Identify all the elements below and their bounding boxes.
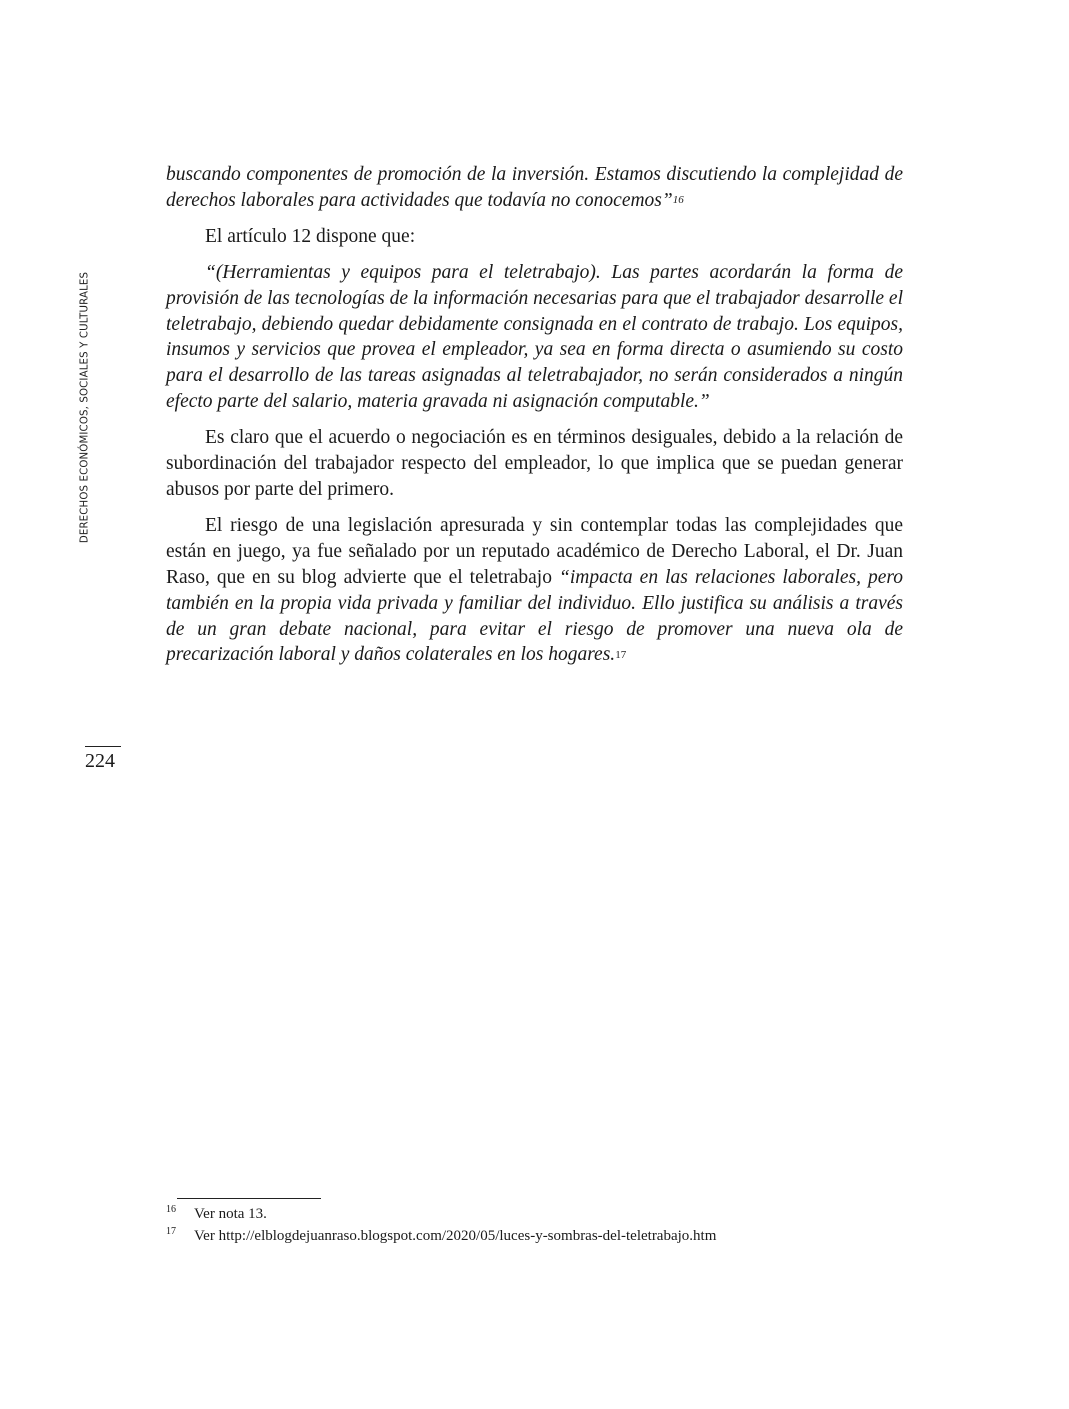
paragraph-text: El riesgo de una legislación apresurada y sin contemplar todas las complejidades que están en juego, ya fue señalado por un reputado académico de Derecho Laboral, el Dr. Juan Raso, que en su blog advierte que el teletrabajo (166, 514, 903, 588)
footnote-ref-16[interactable]: 16 (672, 194, 684, 207)
paragraph-quote-continuation (166, 162, 903, 214)
footnote-text: Ver nota 13. (194, 1206, 267, 1222)
paragraph-quote: “impacta en las relaciones laborales, pero también en la propia vida privada y familiar del individuo. Ello justifica su análisis a través de un gran debate nacional, para evitar el riesgo de promover una nueva ola de precarización laboral y daños colaterales en los hogares. (166, 566, 904, 666)
page-number-rule (85, 746, 121, 747)
paragraph-text: “(Herramientas y equipos para el teletrabajo). Las partes acordarán la forma de provisión de las tecnologías de la información necesarias para que el trabajador desarrolle el teletrabajo, debiendo quedar debidamente consignada en el contrato de trabajo. Los equipos, insumos y servicios que provea el empleador, ya sea en forma directa o asumiendo su costo para el desarrollo de las tareas asignadas al teletrabajador, no serán considerados a ningún efecto parte del salario, materia gravada ni asignación computable.” (166, 261, 903, 413)
paragraph-text: buscando componentes de promoción de la inversión. Estamos discutiendo la complejidad de derechos laborales para actividades que todavía no conocemos” (166, 164, 903, 211)
footnote-16 (166, 1203, 903, 1225)
footnote-text: Ver http://elblogdejuanraso.blogspot.com/2020/05/luces-y-sombras-del-teletrabajo.htm (194, 1228, 717, 1244)
paragraph-text: Es claro que el acuerdo o negociación es en términos desiguales, debido a la relación de subordinación del trabajador respecto del empleador, lo que implica que se puedan generar abusos por parte del primero. (166, 427, 903, 500)
footnote-number: 17 (166, 1226, 176, 1237)
paragraph-article-quote (166, 260, 903, 415)
running-head: DERECHOS ECONÓMICOS, SOCIALES Y CULTURALES (79, 271, 91, 544)
paragraph-text: El artículo 12 dispone que: (205, 225, 416, 247)
footnote-17 (166, 1225, 903, 1247)
body-text (166, 162, 903, 668)
paragraph-risk (166, 513, 903, 668)
footnotes (166, 1203, 903, 1247)
paragraph-article-intro (166, 224, 903, 250)
footnote-ref-17[interactable]: 17 (615, 648, 627, 661)
footnote-number: 16 (166, 1204, 176, 1215)
page-number: 224 (85, 750, 115, 772)
footnote-rule (177, 1198, 321, 1199)
paragraph-negotiation (166, 425, 903, 503)
